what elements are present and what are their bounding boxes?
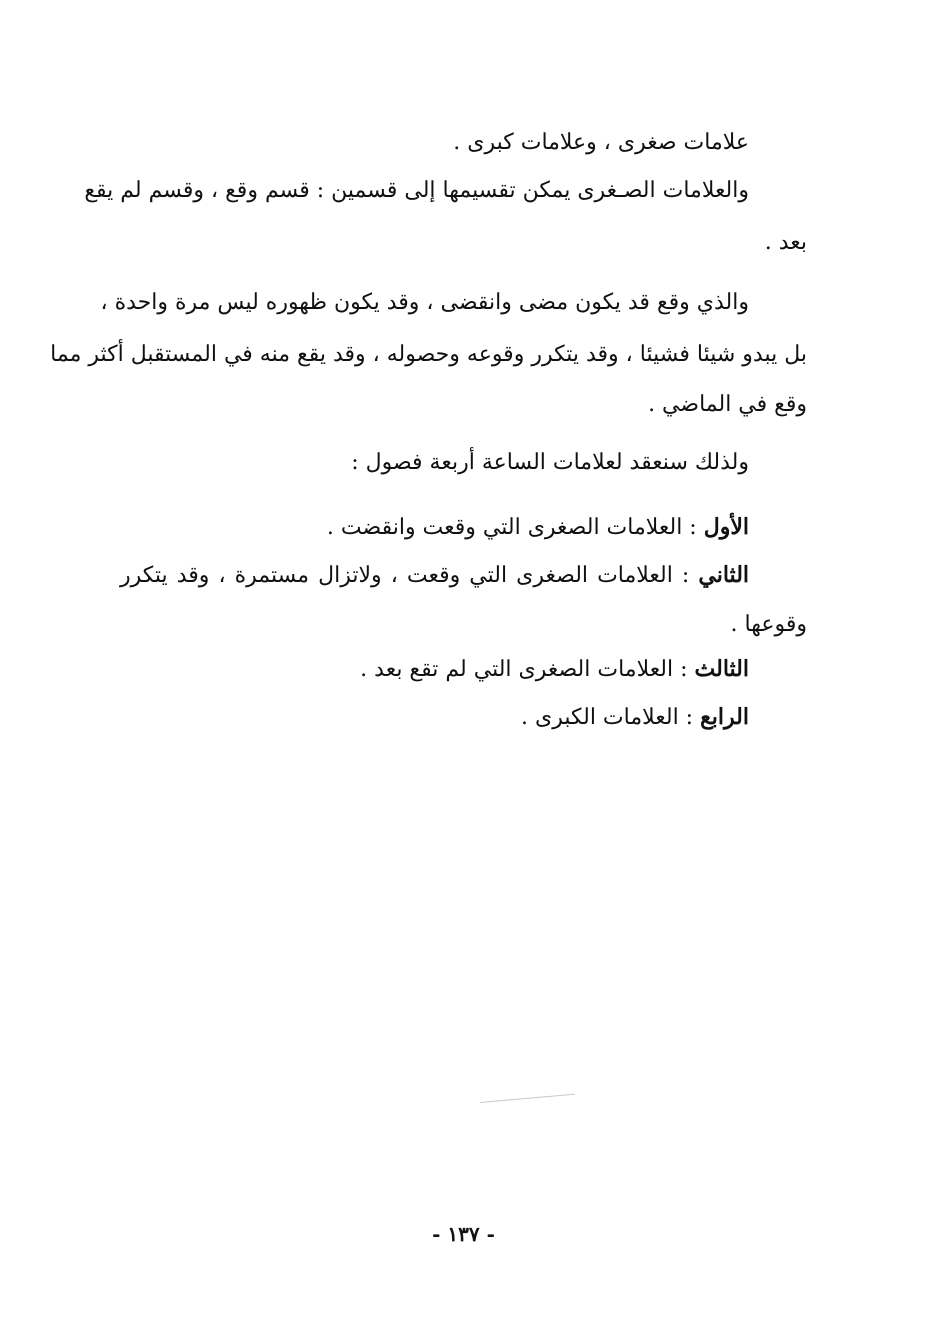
chapter-text: العلامات الصغرى التي لم تقع بعد . [360,657,674,682]
text-line: ولذلك سنعقد لعلامات الساعة أربعة فصول : [351,450,749,475]
text-line: والعلامات الصـغرى يمكن تقسيمها إلى قسمين : قسم وقع ، وقسم لم يقع [84,178,749,203]
chapter-label: الأول [703,514,749,540]
text-line: وقع في الماضي . [648,392,807,417]
chapter-label: الرابع [700,704,749,730]
chapter-item [360,654,749,685]
text-line: والذي وقع قد يكون مضى وانقضى ، وقد يكون ظهوره ليس مرة واحدة ، [100,290,749,315]
chapter-separator: : [672,563,699,588]
page-number: - ١٣٧ - [432,1222,495,1246]
chapter-label: الثالث [694,656,749,682]
chapter-separator: : [673,657,695,682]
chapter-text: العلامات الصغرى التي وقعت وانقضت . [326,515,683,540]
chapter-item [120,560,749,591]
chapter-separator: : [678,705,701,730]
text-line: علامات صغرى ، وعلامات كبرى . [453,130,749,155]
chapter-text: العلامات الصغرى التي وقعت ، ولاتزال مستمرة ، وقد يتكرر [120,563,673,588]
chapter-continuation [731,610,807,640]
text-line: بل يبدو شيئا فشيئا ، وقد يتكرر وقوعه وحصوله ، وقد يقع منه في المستقبل أكثر مما [50,342,807,367]
chapter-item [327,512,749,543]
text-line: بعد . [764,230,807,255]
chapter-label: الثاني [698,562,750,588]
chapter-text: العلامات الكبرى . [520,705,679,730]
chapter-separator: : [682,515,704,540]
scan-artifact [480,1094,575,1103]
chapter-text: وقوعها . [730,612,807,637]
chapter-item [521,702,749,733]
